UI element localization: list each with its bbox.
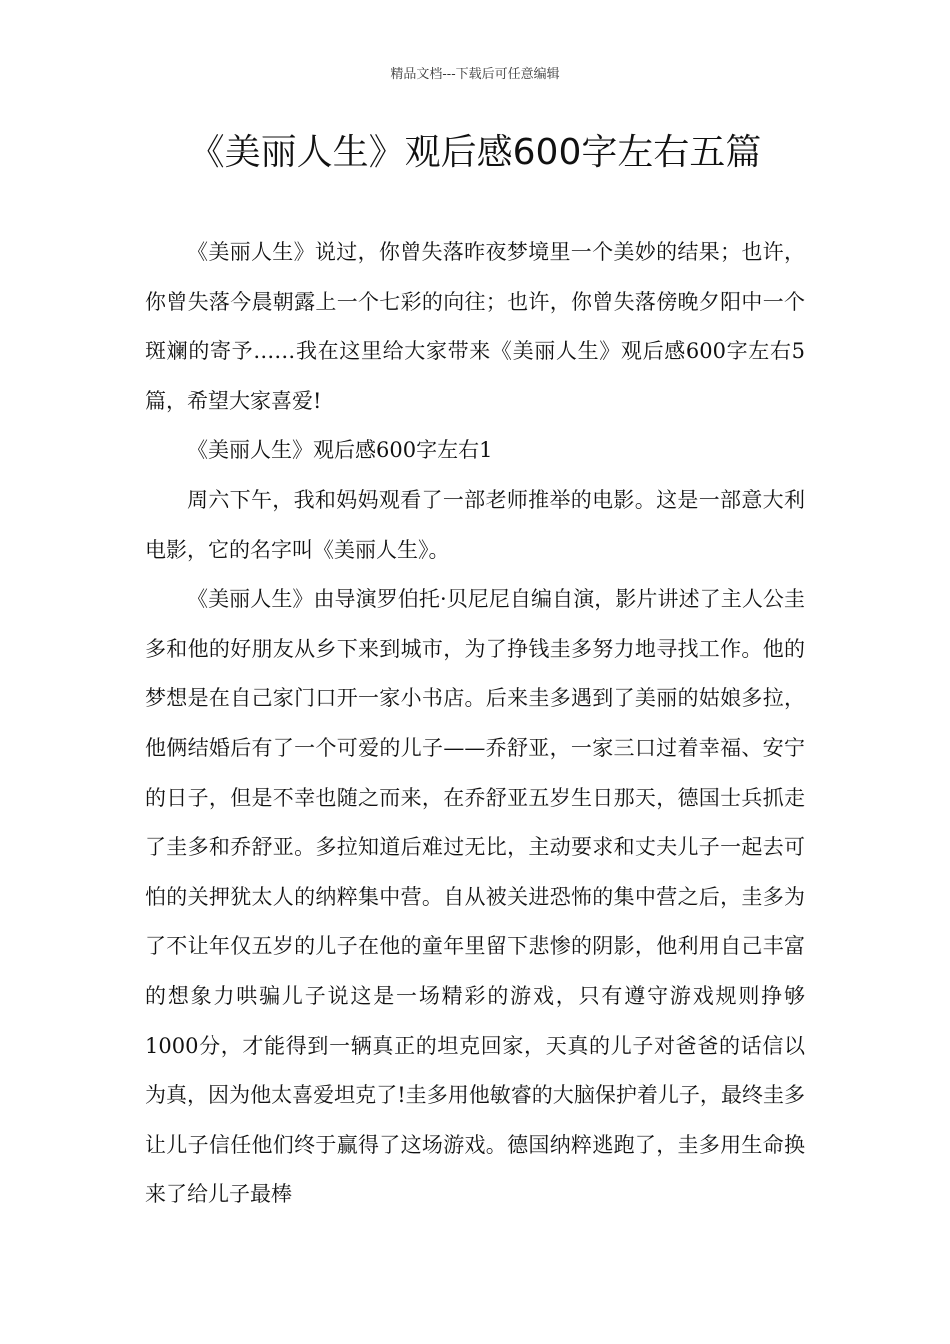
document-title: 《美丽人生》观后感600字左右五篇 bbox=[188, 132, 762, 173]
intro-paragraph: 《美丽人生》说过，你曾失落昨夜梦境里一个美妙的结果；也许，你曾失落今晨朝露上一个七彩的向往；也许，你曾失落傍晚夕阳中一个斑斓的寄予……我在这里给大家带来《美丽人生》观后感600字左右5篇，希望大家喜爱! bbox=[145, 240, 805, 413]
body-paragraph: 《美丽人生》由导演罗伯托·贝尼尼自编自演，影片讲述了主人公圭多和他的好朋友从乡下来到城市，为了挣钱圭多努力地寻找工作。他的梦想是在自己家门口开一家小书店。后来圭多遇到了美丽的姑娘多拉，他俩结婚后有了一个可爱的儿子——乔舒亚，一家三口过着幸福、安宁的日子，但是不幸也随之而来，在乔舒亚五岁生日那天，德国士兵抓走了圭多和乔舒亚。多拉知道后难过无比，主动要求和丈夫儿子一起去可怕的关押犹太人的纳粹集中营。自从被关进恐怖的集中营之后，圭多为了不让年仅五岁的儿子在他的童年里留下悲惨的阴影，他利用自己丰富的想象力哄骗儿子说这是一场精彩的游戏，只有遵守游戏规则挣够1000分，才能得到一辆真正的坦克回家，天真的儿子对爸爸的话信以为真，因为他太喜爱坦克了!圭多用他敏睿的大脑保护着儿子，最终圭多让儿子信任他们终于赢得了这场游戏。德国纳粹逃跑了，圭多用生命换来了给儿子最棒 bbox=[145, 587, 805, 1207]
section-heading: 《美丽人生》观后感600字左右1 bbox=[187, 438, 493, 463]
header-note: 精品文档---下载后可任意编辑 bbox=[390, 67, 560, 82]
body-paragraph: 周六下午，我和妈妈观看了一部老师推举的电影。这是一部意大利电影，它的名字叫《美丽人生》。 bbox=[145, 487, 805, 562]
document-body bbox=[145, 228, 805, 1220]
